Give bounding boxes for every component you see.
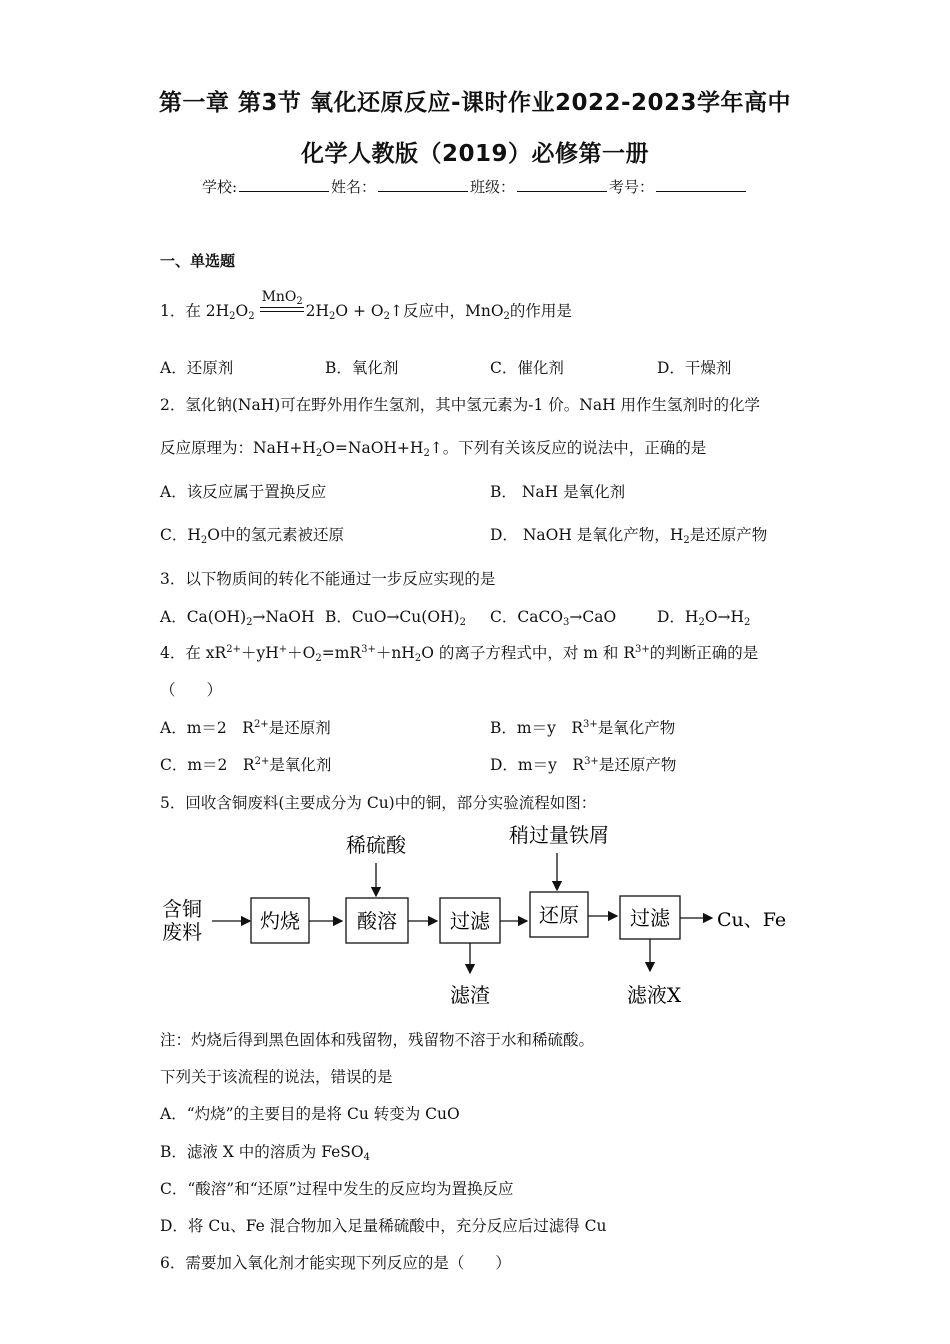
question-2-line2: 反应原理为：$NaH+H_2O=NaOH+H_2↑$。下列有关该反应的说法中，正确的是 — [160, 439, 707, 459]
flow-reagent-iron: 稍过量铁屑 — [509, 823, 609, 847]
q5-option-d[interactable]: D．将 Cu、Fe 混合物加入足量稀硫酸中，充分反应后过滤得 Cu — [160, 1217, 607, 1235]
flow-input-line1: 含铜 — [162, 897, 202, 921]
q5-option-c[interactable]: C．“酸溶”和“还原”过程中发生的反应均为置换反应 — [160, 1180, 514, 1198]
exam-no-blank[interactable] — [656, 177, 746, 192]
flow-filtrate: 滤液X — [626, 983, 682, 1007]
q1-text-e: 的作用是 — [509, 302, 572, 320]
q1-text-a: 1．在 2H — [160, 302, 230, 320]
flow-step-filter-1: 过滤 — [450, 909, 490, 933]
class-blank[interactable] — [517, 177, 607, 192]
q1-sub: 2 — [503, 311, 510, 322]
q4-option-a[interactable]: A．m＝2 $R^{2+}$是还原剂 — [160, 719, 331, 737]
q1-option-b[interactable]: B．氧化剂 — [325, 359, 399, 377]
question-6: 6．需要加入氧化剂才能实现下列反应的是（ ） — [160, 1254, 511, 1272]
flow-step-filter-2: 过滤 — [630, 906, 670, 930]
flow-step-roast: 灼烧 — [260, 909, 300, 933]
q4-option-b[interactable]: B．m＝y $R^{3+}$是氧化产物 — [490, 719, 676, 737]
school-label: 学校: — [201, 178, 237, 196]
q1-sub: 2 — [328, 311, 336, 322]
q1-option-d[interactable]: D．干燥剂 — [657, 359, 732, 377]
q1-sub: 2 — [248, 311, 255, 322]
school-blank[interactable] — [239, 177, 329, 192]
q5-option-a[interactable]: A．“灼烧”的主要目的是将 Cu 转变为 CuO — [160, 1105, 460, 1123]
exam-no-label: 考号： — [609, 178, 655, 196]
q2-option-b[interactable]: B． NaH 是氧化剂 — [490, 483, 626, 501]
q5-note: 注：灼烧后得到黑色固体和残留物，残留物不溶于水和稀硫酸。 — [160, 1031, 595, 1049]
flow-output: Cu、Fe — [717, 909, 787, 931]
q1-text-o: O — [235, 302, 249, 320]
q4-option-d[interactable]: D．m＝y $R^{3+}$是还原产物 — [490, 756, 677, 774]
name-label: 姓名： — [331, 178, 377, 196]
q1-option-a[interactable]: A．还原剂 — [160, 359, 234, 377]
flow-input-line2: 废料 — [162, 920, 202, 944]
flow-step-reduce: 还原 — [539, 903, 579, 927]
q5-option-b[interactable]: B．滤液 X 中的溶质为 FeSO$_4$ — [160, 1143, 370, 1163]
section-heading: 一、单选题 — [160, 252, 236, 270]
question-2-line1: 2．氢化钠(NaH)可在野外用作生氢剂，其中氢元素为-1 价。NaH 用作生氢剂时的化学 — [160, 396, 761, 414]
q2-option-c[interactable]: C．$H_2O$中的氢元素被还原 — [160, 526, 345, 546]
q5-ask: 下列关于该流程的说法，错误的是 — [160, 1068, 393, 1086]
name-blank[interactable] — [378, 177, 468, 192]
flowchart-diagram — [150, 818, 800, 1018]
question-4-line2: （ ） — [160, 681, 223, 699]
q1-sub: 2 — [229, 311, 236, 322]
q1-text-c: O + O — [335, 302, 384, 320]
q1-text-b: 2H — [305, 302, 329, 320]
question-1 — [160, 289, 572, 322]
q3-option-b[interactable]: B．$CuO\to Cu(OH)_2$ — [325, 608, 466, 628]
q2-option-d[interactable]: D． NaOH 是氧化产物，$H_2$是还原产物 — [490, 526, 768, 546]
q3-option-c[interactable]: C．CaCO$_3$→CaO — [490, 608, 617, 628]
q2-option-a[interactable]: A．该反应属于置换反应 — [160, 483, 327, 501]
page-title-line2: 化学人教版（2019）必修第一册 — [300, 141, 649, 167]
q3-option-a[interactable]: A．$Ca(OH)_2\to NaOH$ — [160, 608, 315, 628]
q4-option-c[interactable]: C．m＝2 $R^{2+}$是氧化剂 — [160, 756, 332, 774]
question-5: 5．回收含铜废料(主要成分为 Cu)中的铜，部分实验流程如图： — [160, 794, 597, 812]
q1-catalyst: MnO$_2$ — [261, 289, 303, 307]
class-label: 班级： — [470, 178, 516, 196]
q1-text-d: ↑反应中，MnO — [389, 302, 504, 320]
question-3: 3．以下物质间的转化不能通过一步反应实现的是 — [160, 570, 496, 588]
page-title-line1: 第一章 第3节 氧化还原反应-课时作业2022-2023学年高中 — [158, 90, 792, 116]
q1-reaction-arrow — [260, 289, 306, 317]
q3-option-d[interactable]: D．$H_2O\to H_2$ — [657, 608, 751, 628]
student-info-line — [0, 176, 950, 197]
flow-reagent-dilute-acid: 稀硫酸 — [346, 833, 406, 857]
q1-sub: 2 — [383, 311, 390, 322]
q1-option-c[interactable]: C．催化剂 — [490, 359, 564, 377]
flow-residue: 滤渣 — [450, 983, 490, 1007]
question-4-line1: 4．在 $xR^{2+}+yH^++O_2=mR^{3+}+nH_2O$ 的离子方程式中，对 m 和 $R^{3+}$的判断正确的是 — [160, 644, 759, 664]
flow-step-acid-dissolve: 酸溶 — [357, 909, 397, 933]
